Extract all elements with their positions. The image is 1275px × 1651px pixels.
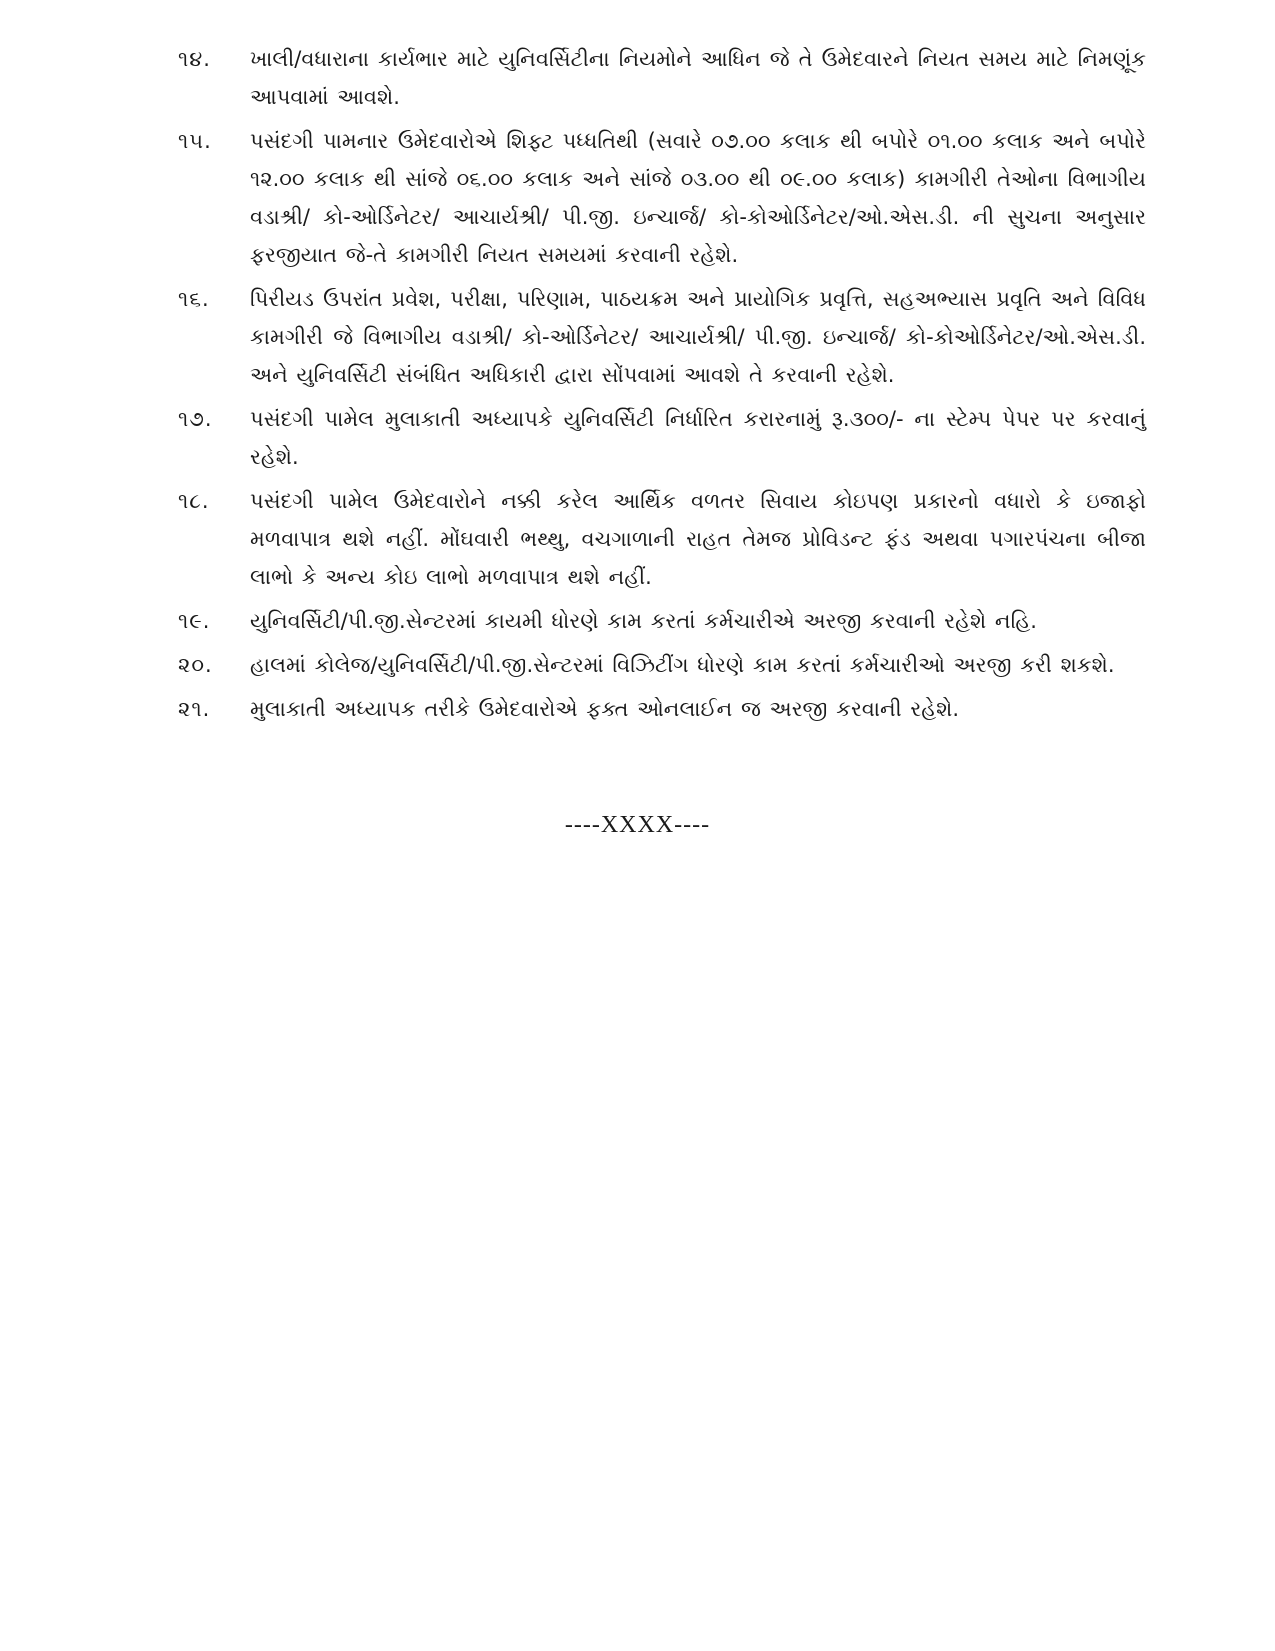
clause-list <box>178 40 1146 734</box>
clause-text: પિરીયડ ઉપરાંત પ્રવેશ, પરીક્ષા, પરિણામ, પાઠયક્રમ અને પ્રાયોગિક પ્રવૃત્તિ, સહઅભ્યાસ પ્રવૃતિ અને વિવિધ કામગીરી જે વિભાગીય વડાશ્રી/ કો-ઓર્ડિનેટર/ આચાર્યશ્રી/ પી.જી. ઇન્ચાર્જ/ કો-કોઓર્ડિનેટર/ઓ.એસ.ડી. અને યુનિવર્સિટી સંબંધિત અધિકારી દ્વારા સોંપવામાં આવશે તે કરવાની રહેશે. <box>250 287 1146 387</box>
clause-19 <box>178 602 1146 640</box>
clause-text: પસંદગી પામેલ મુલાકાતી અધ્યાપકે યુનિવર્સિટી નિર્ધારિત કરારનામું રૂ.૩૦૦/- ના સ્ટેમ્પ પેપર પર કરવાનું રહેશે. <box>250 407 1146 469</box>
clause-text: ખાલી/વધારાના કાર્યભાર માટે યુનિવર્સિટીના નિયમોને આધિન જે તે ઉમેદવારને નિયત સમય માટે નિમણૂંક આપવામાં આવશે. <box>250 47 1146 109</box>
clause-number: ૧૪. <box>178 47 211 71</box>
clause-text: યુનિવર્સિટી/પી.જી.સેન્ટરમાં કાયમી ધોરણે કામ કરતાં કર્મચારીએ અરજી કરવાની રહેશે નહિ. <box>250 609 1037 633</box>
clause-14 <box>178 40 1146 116</box>
clause-number: ૧૯. <box>178 609 211 633</box>
clause-21 <box>178 690 1146 728</box>
clause-number: ૨૦. <box>178 653 213 677</box>
clause-number: ૧૭. <box>178 407 213 431</box>
clause-18 <box>178 482 1146 596</box>
clause-17 <box>178 400 1146 476</box>
clause-text: પસંદગી પામનાર ઉમેદવારોએ શિફ્ટ પધ્ધતિથી (સવારે ૦૭.૦૦ કલાક થી બપોરે ૦૧.૦૦ કલાક અને બપોરે ૧૨.૦૦ કલાક થી સાંજે ૦૬.૦૦ કલાક અને સાંજે ૦૩.૦૦ થી ૦૯.૦૦ કલાક) કામગીરી તેઓના વિભાગીય વડાશ્રી/ કો-ઓર્ડિનેટર/ આચાર્યશ્રી/ પી.જી. ઇન્ચાર્જ/ કો-કોઓર્ડિનેટર/ઓ.એસ.ડી. ની સુચના અનુસાર ફરજીયાત જે-તે કામગીરી નિયત સમયમાં કરવાની રહેશે. <box>250 129 1146 267</box>
clause-15 <box>178 122 1146 274</box>
clause-number: ૨૧. <box>178 697 211 721</box>
clause-number: ૧૮. <box>178 489 210 513</box>
clause-text: મુલાકાતી અધ્યાપક તરીકે ઉમેદવારોએ ફક્ત ઓનલાઈન જ અરજી કરવાની રહેશે. <box>250 697 960 721</box>
clause-number: ૧૬. <box>178 287 210 311</box>
clause-text: હાલમાં કોલેજ/યુનિવર્સિટી/પી.જી.સેન્ટરમાં વિઝિટીંગ ધોરણે કામ કરતાં કર્મચારીઓ અરજી કરી શકશે. <box>250 653 1115 677</box>
end-of-document-mark: ----XXXX---- <box>564 812 711 838</box>
clause-number: ૧૫. <box>178 129 212 153</box>
clause-20 <box>178 646 1146 684</box>
clause-text: પસંદગી પામેલ ઉમેદવારોને નક્કી કરેલ આર્થિક વળતર સિવાય કોઇપણ પ્રકારનો વધારો કે ઇજાફો મળવાપાત્ર થશે નહીં. મોંઘવારી ભથ્થુ, વચગાળાની રાહત તેમજ પ્રોવિડન્ટ ફંડ અથવા પગારપંચના બીજા લાભો કે અન્ય કોઇ લાભો મળવાપાત્ર થશે નહીં. <box>250 489 1146 589</box>
clause-16 <box>178 280 1146 394</box>
